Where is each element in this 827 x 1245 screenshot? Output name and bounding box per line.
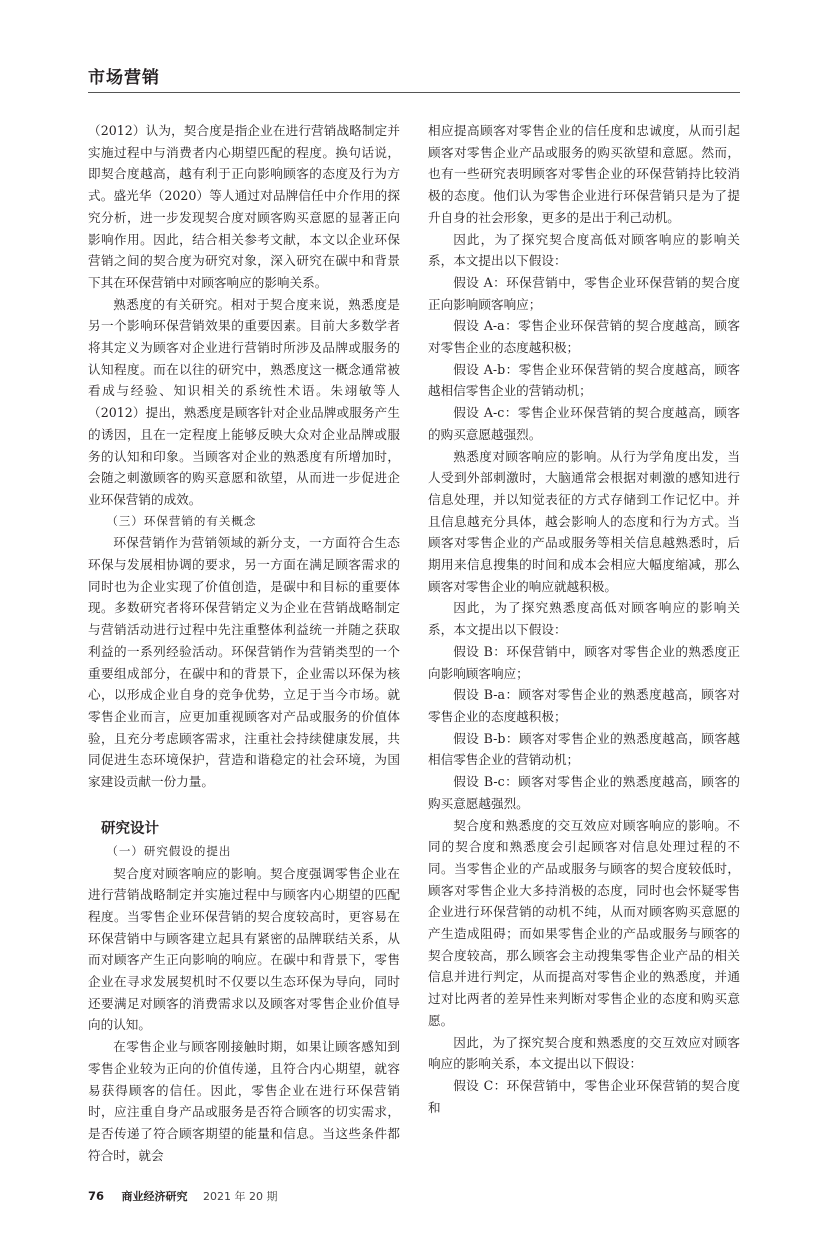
hypothesis: 假设 B-c：顾客对零售企业的熟悉度越高，顾客的购买意愿越强烈。 <box>428 774 740 811</box>
paragraph: 因此，为了探究熟悉度高低对顾客响应的影响关系，本文提出以下假设： <box>428 600 740 638</box>
hypothesis: 假设 A-c：零售企业环保营销的契合度越高，顾客的购买意愿越强烈。 <box>428 405 740 442</box>
hypothesis: 假设 B-a：顾客对零售企业的熟悉度越高，顾客对零售企业的态度越积极； <box>428 687 740 724</box>
section-heading: 研究设计 <box>101 820 160 837</box>
hypothesis: 假设 A：环保营销中，零售企业环保营销的契合度正向影响顾客响应； <box>428 274 740 312</box>
paragraph: 因此，为了探究契合度和熟悉度的交互效应对顾客响应的影响关系，本文提出以下假设： <box>428 1034 740 1072</box>
left-column <box>88 120 400 1166</box>
page-number: 76 <box>88 1189 105 1204</box>
paragraph: 因此，为了探究契合度高低对顾客响应的影响关系，本文提出以下假设： <box>428 231 740 269</box>
page-footer <box>88 1188 740 1205</box>
paragraph: （2012）认为，契合度是指企业在进行营销战略制定并实施过程中与消费者内心期望匹配的程度。换句话说，即契合度越高，越有利于正向影响顾客的态度及行为方式。盛光华（2020）等人通过对品牌信任中介作用的探究分析，进一步发现契合度对顾客购买意愿的显著正向影响作用。因此，结合相关参考文献，本文以企业环保营销之间的契合度为研究对象，深入研究在碳中和背景下其在环保营销中对顾客响应的影响关系。 <box>88 123 400 290</box>
paragraph: 在零售企业与顾客刚接触时期，如果让顾客感知到零售企业较为正向的价值传递，且符合内心期望，就容易获得顾客的信任。因此，零售企业在进行环保营销时，应注重自身产品或服务是否符合顾客的切实需求，是否传递了符合顾客期望的能量和信息。当这些条件都符合时，就会 <box>88 1039 400 1163</box>
paragraph: 相应提高顾客对零售企业的信任度和忠诚度，从而引起顾客对零售企业产品或服务的购买欲望和意愿。然而，也有一些研究表明顾客对零售企业的环保营销持比较消极的态度。他们认为零售企业进行环保营销只是为了提升自身的社会形象，更多的是出于利己动机。 <box>428 123 740 225</box>
issue-label: 2021 年 20 期 <box>203 1190 278 1204</box>
columns <box>88 120 740 1166</box>
section-title: 市场营销 <box>88 68 160 88</box>
subheading: （三）环保营销的有关概念 <box>106 513 257 528</box>
header-rule <box>88 92 740 93</box>
paragraph: 契合度和熟悉度的交互效应对顾客响应的影响。不同的契合度和熟悉度会引起顾客对信息处理过程的不同。当零售企业的产品或服务与顾客的契合度较低时，顾客对零售企业大多持消极的态度，同时也会怀疑零售企业进行环保营销的动机不纯，从而对顾客购买意愿的产生造成阻碍；而如果零售企业的产品或服务与顾客的契合度较高，那么顾客会主动搜集零售企业产品的相关信息并进行判定，从而提高对零售企业的熟悉度，并通过对比两者的差异性来判断对零售企业的态度和购买意愿。 <box>428 817 740 1028</box>
hypothesis: 假设 A-a：零售企业环保营销的契合度越高，顾客对零售企业的态度越积极； <box>428 318 740 356</box>
right-column <box>428 120 740 1118</box>
paragraph: 契合度对顾客响应的影响。契合度强调零售企业在进行营销战略制定并实施过程中与顾客内心期望的匹配程度。当零售企业环保营销的契合度较高时，更容易在环保营销中与顾客建立起具有紧密的品牌联结关系，从而对顾客产生正向影响的响应。在碳中和背景下，零售企业在寻求发展契机时不仅要以生态环保为导向，同时还要满足对顾客的消费需求以及顾客对零售企业价值导向的认知。 <box>88 865 400 1033</box>
hypothesis: 假设 C：环保营销中，零售企业环保营销的契合度和 <box>428 1077 740 1115</box>
journal-name: 商业经济研究 <box>121 1190 188 1204</box>
paragraph: 熟悉度的有关研究。相对于契合度来说，熟悉度是另一个影响环保营销效果的重要因素。目前大多数学者将其定义为顾客对企业进行营销时所涉及品牌或服务的认知程度。而在以往的研究中，熟悉度这一概念通常被看成与经验、知识相关的系统性术语。朱翊敏等人（2012）提出，熟悉度是顾客针对企业品牌或服务产生的诱因，且在一定程度上能够反映大众对企业品牌或服务的认知和印象。当顾客对企业的熟悉度有所增加时，会随之刺激顾客的购买意愿和欲望，从而进一步促进企业环保营销的成效。 <box>88 296 400 507</box>
hypothesis: 假设 A-b：零售企业环保营销的契合度越高，顾客越相信零售企业的营销动机； <box>428 361 740 399</box>
subheading: （一）研究假设的提出 <box>106 843 232 858</box>
paragraph: 环保营销作为营销领域的新分支，一方面符合生态环保与发展相协调的要求，另一方面在满足顾客需求的同时也为企业实现了价值创造，是碳中和目标的重要体现。多数研究者将环保营销定义为企业在营销战略制定与营销活动进行过程中先注重整体利益统一并随之获取利益的一系列经验活动。环保营销作为营销类型的一个重要组成部分，在碳中和的背景下，企业需以环保为核心，以形成企业自身的竞争优势，立足于当今市场。就零售企业而言，应更加重视顾客对产品或服务的价值体验，且充分考虑顾客需求，注重社会持续健康发展，共同促进生态环境保护，营造和谐稳定的社会环境，为国家建设贡献一份力量。 <box>88 535 400 790</box>
paragraph: 熟悉度对顾客响应的影响。从行为学角度出发，当人受到外部刺激时，大脑通常会根据对刺激的感知进行信息处理，并以知觉表征的方式存储到工作记忆中。并且信息越充分具体，越会影响人的态度和行为方式。当顾客对零售企业的产品或服务等相关信息越熟悉时，后期用来信息搜集的时间和成本会相应大幅度缩减，那么顾客对零售企业的响应就越积极。 <box>428 448 740 594</box>
hypothesis: 假设 B：环保营销中，顾客对零售企业的熟悉度正向影响顾客响应； <box>428 643 740 681</box>
hypothesis: 假设 B-b：顾客对零售企业的熟悉度越高，顾客越相信零售企业的营销动机； <box>428 730 740 768</box>
